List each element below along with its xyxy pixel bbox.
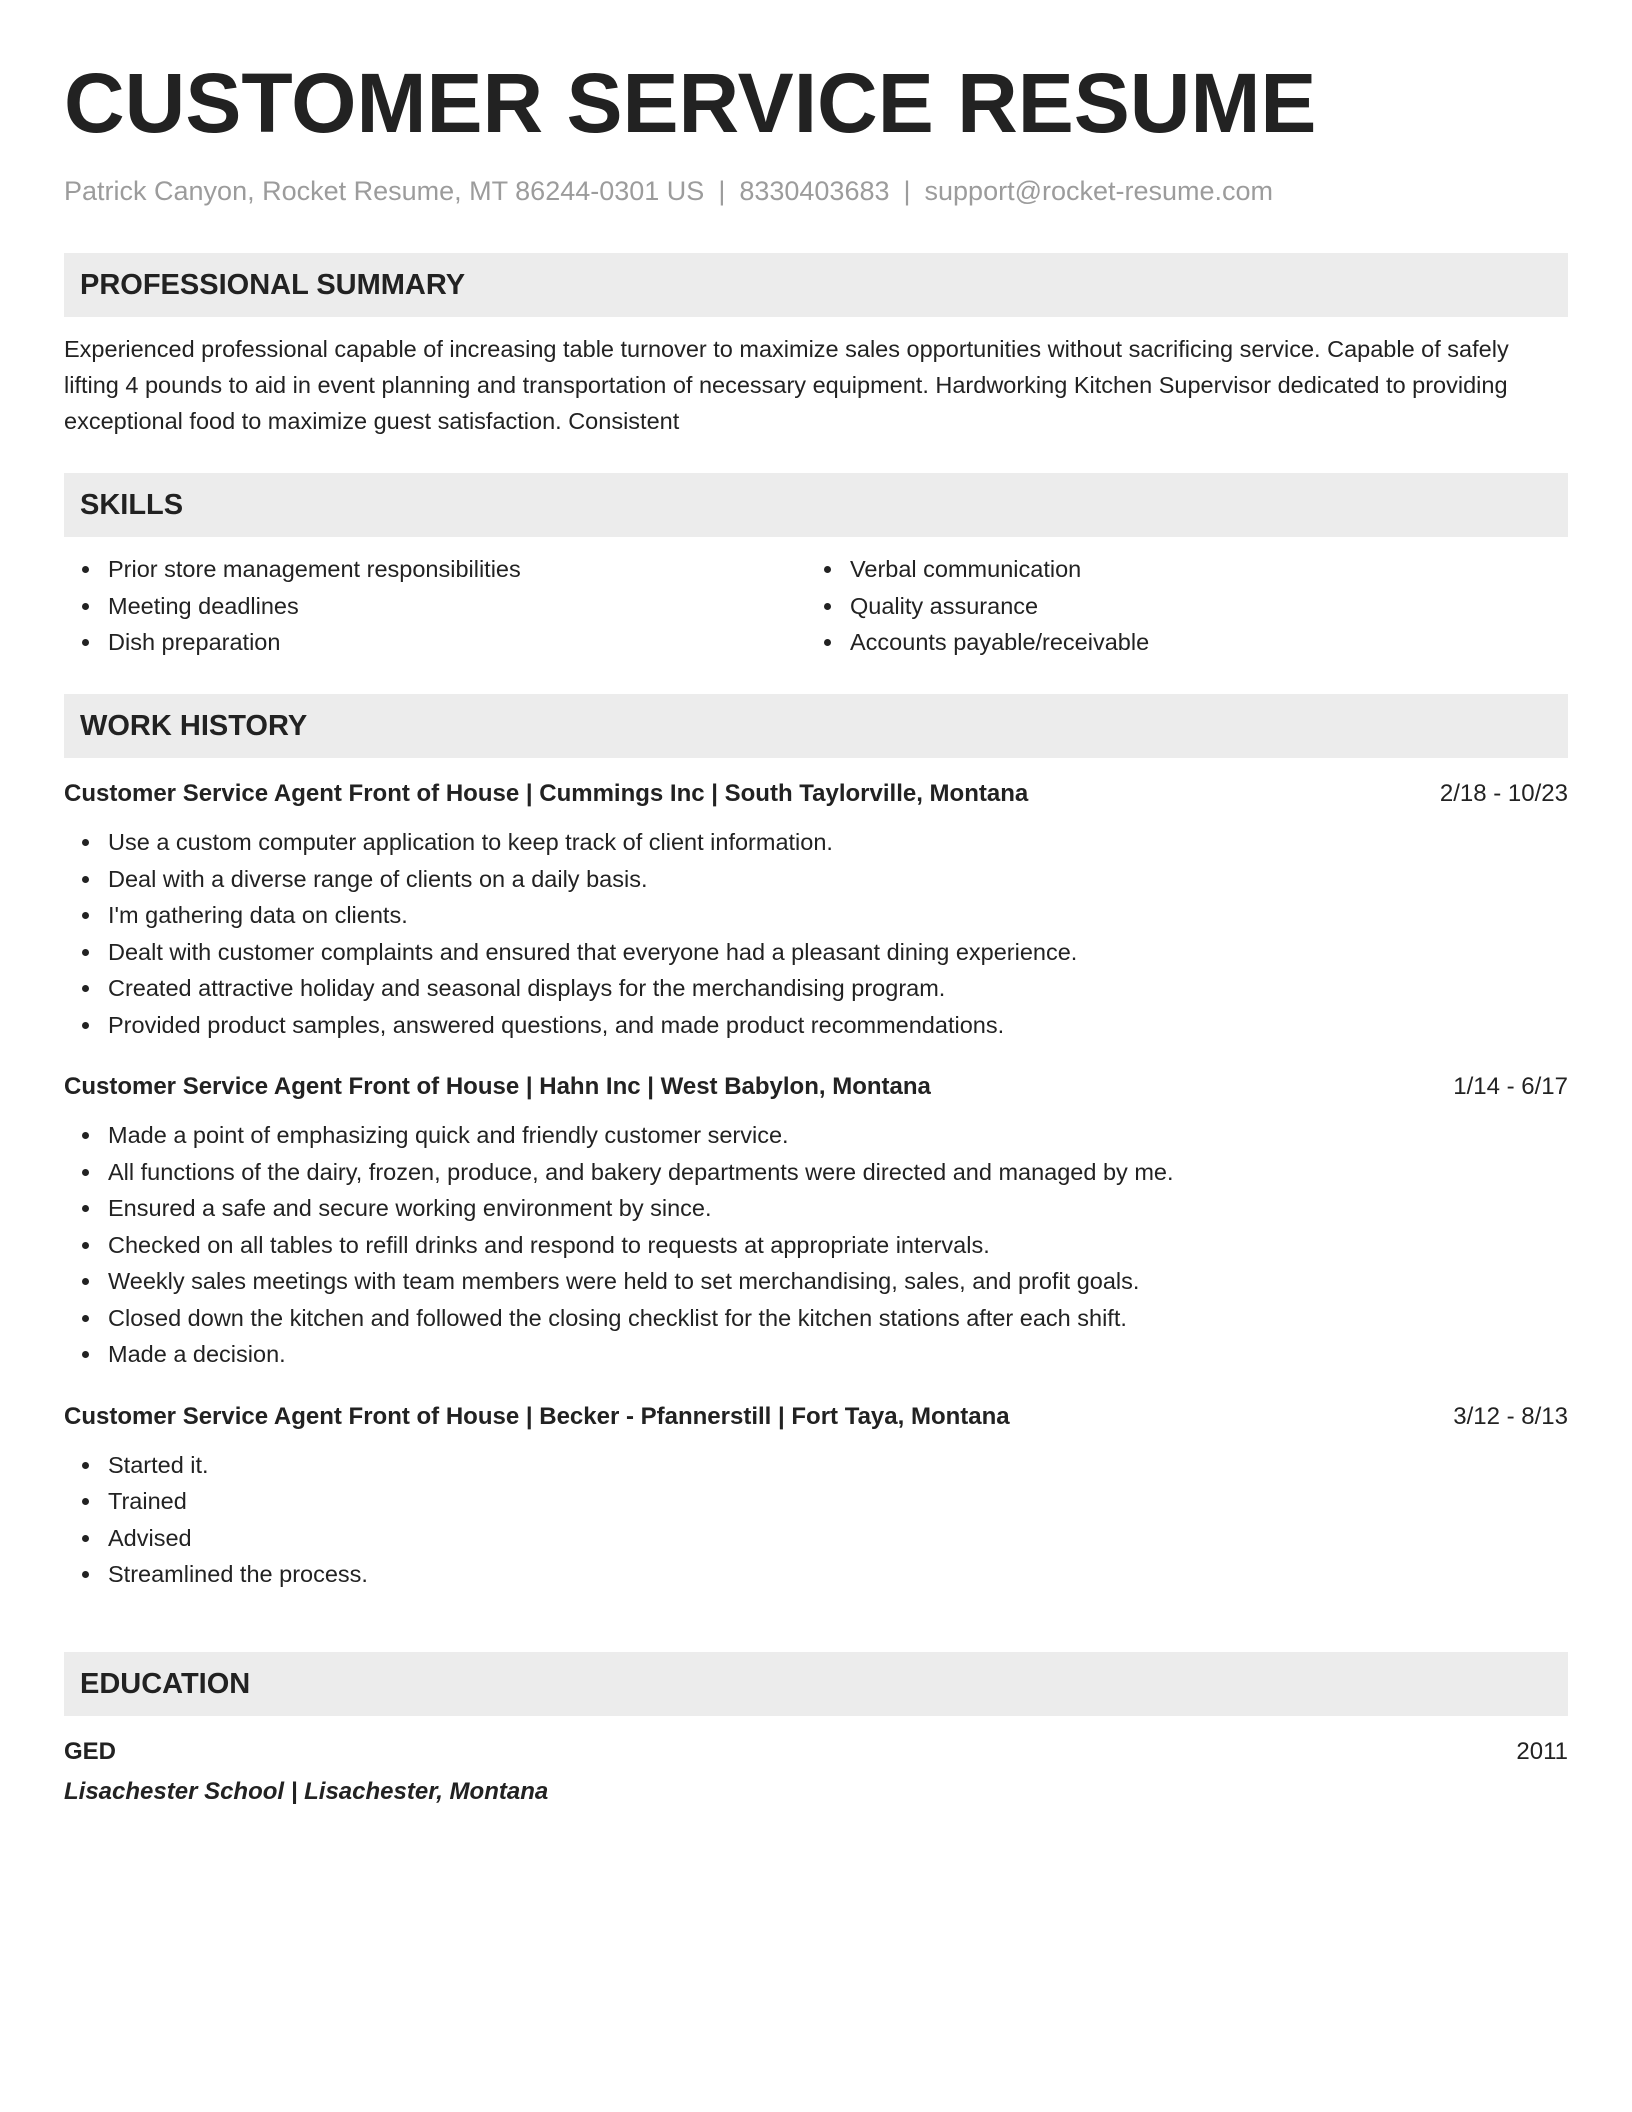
job-bullet: Checked on all tables to refill drinks and respond to requests at appropriate intervals. — [108, 1227, 1568, 1264]
job-bullet: Created attractive holiday and seasonal displays for the merchandising program. — [108, 970, 1568, 1007]
section-heading-skills: SKILLS — [64, 473, 1568, 537]
skill-item: Accounts payable/receivable — [850, 624, 1548, 661]
contact-phone: 8330403683 — [739, 176, 890, 206]
contact-separator: | — [903, 176, 911, 206]
professional-summary-section — [64, 253, 1568, 439]
job-dates: 2/18 - 10/23 — [1439, 780, 1568, 807]
work-history-section — [64, 694, 1568, 1593]
job-bullet: Started it. — [108, 1447, 1568, 1484]
education-degree: GED — [64, 1738, 117, 1765]
job-bullet: I'm gathering data on clients. — [108, 897, 1568, 934]
job-bullet: Made a decision. — [108, 1336, 1568, 1373]
job-header — [64, 1397, 1568, 1437]
skill-item: Prior store management responsibilities — [108, 551, 806, 588]
job-bullets — [64, 1117, 1568, 1373]
resume-title: CUSTOMER SERVICE RESUME — [64, 56, 1317, 150]
job-bullet: Advised — [108, 1520, 1568, 1557]
summary-text: Experienced professional capable of increasing table turnover to maximize sales opportunities without sacrificing service. Capable of safely lifting 4 pounds to aid in event planning and transportation of necessary equipment. Hardworking Kitchen Supervisor dedicated to providing exceptional food to maximize guest satisfaction. Consistent — [64, 336, 1509, 434]
skills-column-left — [64, 551, 806, 661]
job-header — [64, 1067, 1568, 1107]
education-school: Lisachester School | Lisachester, Montana — [64, 1778, 549, 1805]
section-heading-work: WORK HISTORY — [64, 694, 1568, 758]
education-header — [64, 1732, 1568, 1772]
job-bullet: Closed down the kitchen and followed the closing checklist for the kitchen stations after each shift. — [108, 1300, 1568, 1337]
skill-item: Dish preparation — [108, 624, 806, 661]
job-bullet: Use a custom computer application to keep track of client information. — [108, 824, 1568, 861]
job-bullet: Weekly sales meetings with team members were held to set merchandising, sales, and profit goals. — [108, 1263, 1568, 1300]
job-entry — [64, 1067, 1568, 1373]
contact-email: support@rocket-resume.com — [924, 176, 1274, 206]
skill-item: Meeting deadlines — [108, 588, 806, 625]
job-bullet: All functions of the dairy, frozen, produce, and bakery departments were directed and managed by me. — [108, 1154, 1568, 1191]
job-header — [64, 774, 1568, 814]
skills-section — [64, 473, 1568, 661]
job-entry — [64, 1397, 1568, 1593]
job-bullet: Streamlined the process. — [108, 1556, 1568, 1593]
contact-line — [64, 172, 1568, 210]
job-bullets — [64, 1447, 1568, 1593]
job-title: Customer Service Agent Front of House | Becker - Pfannerstill | Fort Taya, Montana — [64, 1402, 1010, 1430]
skill-item: Quality assurance — [850, 588, 1548, 625]
job-bullet: Provided product samples, answered questions, and made product recommendations. — [108, 1007, 1568, 1044]
skills-grid — [64, 551, 1568, 661]
job-dates: 1/14 - 6/17 — [1453, 1073, 1568, 1100]
job-bullets — [64, 824, 1568, 1043]
job-title: Customer Service Agent Front of House | Hahn Inc | West Babylon, Montana — [64, 1073, 931, 1100]
job-bullet: Deal with a diverse range of clients on a daily basis. — [108, 861, 1568, 898]
resume-page — [64, 0, 1568, 1805]
job-title: Customer Service Agent Front of House | Cummings Inc | South Taylorville, Montana — [64, 780, 1029, 807]
job-dates: 3/12 - 8/13 — [1453, 1402, 1568, 1430]
skill-item: Verbal communication — [850, 551, 1548, 588]
contact-separator: | — [718, 176, 726, 206]
education-year: 2011 — [1516, 1738, 1568, 1765]
skills-column-right — [806, 551, 1548, 661]
job-bullet: Dealt with customer complaints and ensured that everyone had a pleasant dining experience. — [108, 934, 1568, 971]
contact-address: Patrick Canyon, Rocket Resume, MT 86244-0301 US — [64, 176, 705, 206]
job-bullet: Made a point of emphasizing quick and friendly customer service. — [108, 1117, 1568, 1154]
job-bullet: Ensured a safe and secure working environment by since. — [108, 1190, 1568, 1227]
education-section — [64, 1652, 1568, 1812]
section-heading-education: EDUCATION — [64, 1652, 1568, 1716]
job-entry — [64, 774, 1568, 1043]
job-bullet: Trained — [108, 1483, 1568, 1520]
section-heading-summary: PROFESSIONAL SUMMARY — [64, 253, 1568, 317]
